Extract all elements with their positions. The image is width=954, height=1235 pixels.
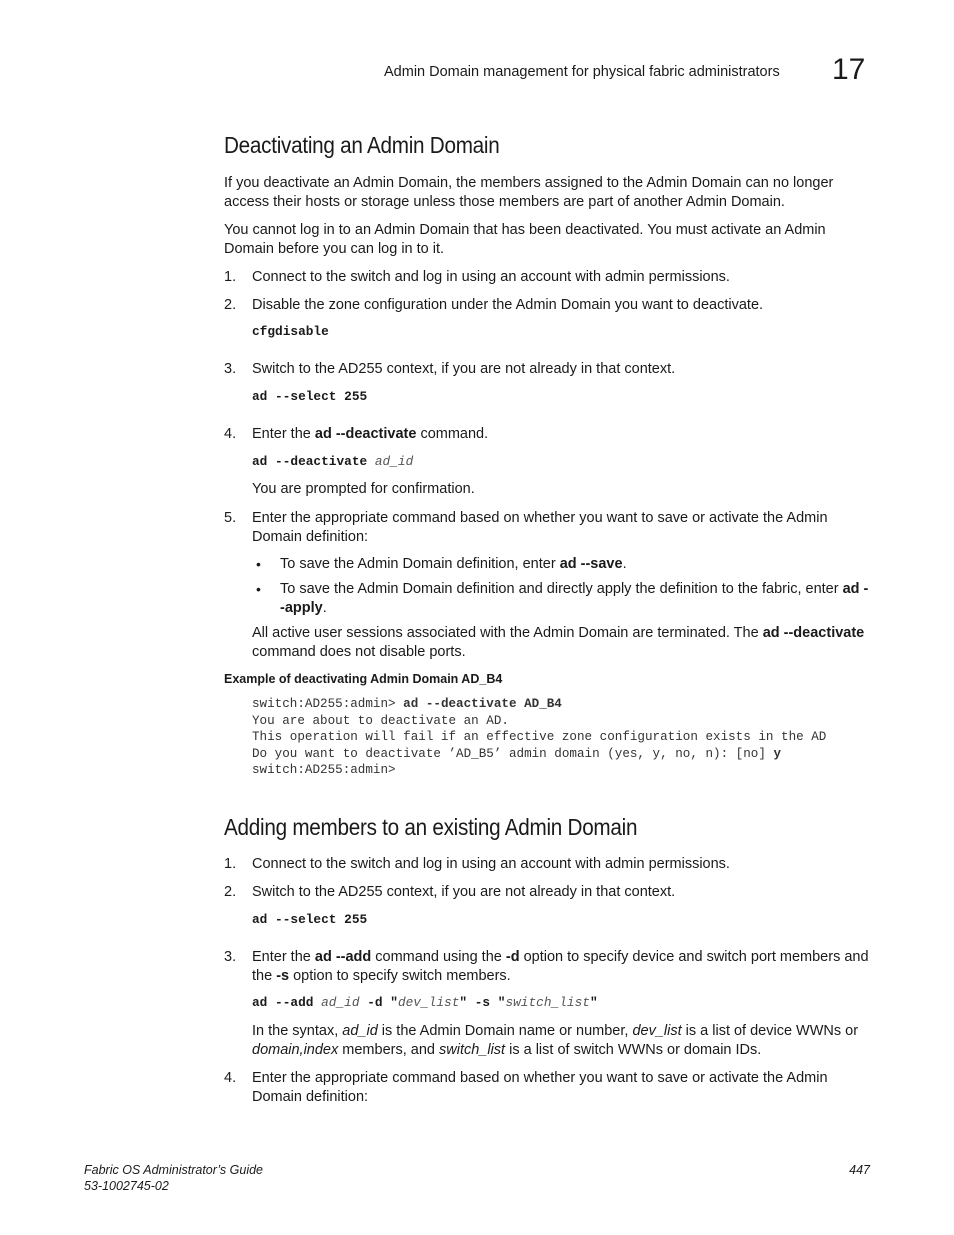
section-heading-deactivating: Deactivating an Admin Domain <box>224 132 500 158</box>
bullet-text: To save the Admin Domain definition, enter ad --save. <box>280 556 627 572</box>
code-deactivate: ad --deactivate ad_id <box>252 454 414 469</box>
session-termination-note: All active user sessions associated with the Admin Domain are terminated. The ad --deactivate command does not disable ports. <box>252 625 865 660</box>
step-number: 5. <box>224 510 237 526</box>
step-number: 2. <box>224 297 237 313</box>
example-terminal-output: switch:AD255:admin> ad --deactivate AD_B4 You are about to deactivate an AD. This operation will fail if an effective zone configuration exists in the AD Do you want to deactivate ’AD_B5’ admin domain (yes, y, no, n): [no] y switch:AD255:admin> <box>252 697 827 777</box>
paragraph-login-restriction: You cannot log in to an Admin Domain that has been deactivated. You must activate an Admin Domain before you can log in to it. <box>224 222 826 257</box>
step-number: 2. <box>224 884 237 900</box>
code-argument: ad_id <box>374 454 414 469</box>
footer-doc-number: 53-1002745-02 <box>84 1179 169 1193</box>
step-text: Enter the ad --add command using the -d option to specify device and switch port members and the -s option to specify switch members. <box>252 949 869 984</box>
section-heading-adding-members: Adding members to an existing Admin Domain <box>224 814 638 840</box>
step-text: Connect to the switch and log in using an account with admin permissions. <box>252 269 730 285</box>
step-number: 1. <box>224 856 237 872</box>
code-select-255: ad --select 255 <box>252 389 368 404</box>
code-select-255: ad --select 255 <box>252 912 368 927</box>
running-header-title: Admin Domain management for physical fabric administrators <box>384 64 780 80</box>
code-ad-add: ad --add ad_id -d "dev_list" -s "switch_list" <box>252 995 598 1010</box>
step-number: 1. <box>224 269 237 285</box>
syntax-explanation: In the syntax, ad_id is the Admin Domain name or number, dev_list is a list of device WWNs or domain,index members, and switch_list is a list of switch WWNs or domain IDs. <box>252 1023 859 1058</box>
step-text: Enter the appropriate command based on whether you want to save or activate the Admin Domain definition: <box>252 1070 828 1105</box>
step-text: Disable the zone configuration under the Admin Domain you want to deactivate. <box>252 297 764 313</box>
footer-page-number: 447 <box>849 1163 870 1177</box>
code-cfgdisable: cfgdisable <box>252 324 329 339</box>
bullet-icon: • <box>256 556 261 572</box>
step-text: Connect to the switch and log in using an account with admin permissions. <box>252 856 730 872</box>
footer-doc-title: Fabric OS Administrator’s Guide <box>84 1163 263 1177</box>
step-number: 4. <box>224 426 237 442</box>
bullet-text: To save the Admin Domain definition and directly apply the definition to the fabric, enter ad --apply. <box>280 581 869 616</box>
step-number: 4. <box>224 1070 237 1086</box>
step-text: Switch to the AD255 context, if you are not already in that context. <box>252 884 676 900</box>
footer-doc-info <box>84 1162 263 1194</box>
step-number: 3. <box>224 361 237 377</box>
step-number: 3. <box>224 949 237 965</box>
paragraph-deactivate-effect: If you deactivate an Admin Domain, the members assigned to the Admin Domain can no longer access their hosts or storage unless those members are part of another Admin Domain. <box>224 175 834 210</box>
chapter-number: 17 <box>832 53 866 86</box>
confirmation-note: You are prompted for confirmation. <box>252 481 475 497</box>
step-text: Enter the ad --deactivate command. <box>252 426 489 442</box>
bullet-icon: • <box>256 581 261 597</box>
step-text: Switch to the AD255 context, if you are not already in that context. <box>252 361 676 377</box>
example-label: Example of deactivating Admin Domain AD_B4 <box>224 672 503 686</box>
inline-command: ad --deactivate <box>314 426 417 442</box>
step-text: Enter the appropriate command based on whether you want to save or activate the Admin Domain definition: <box>252 510 828 545</box>
